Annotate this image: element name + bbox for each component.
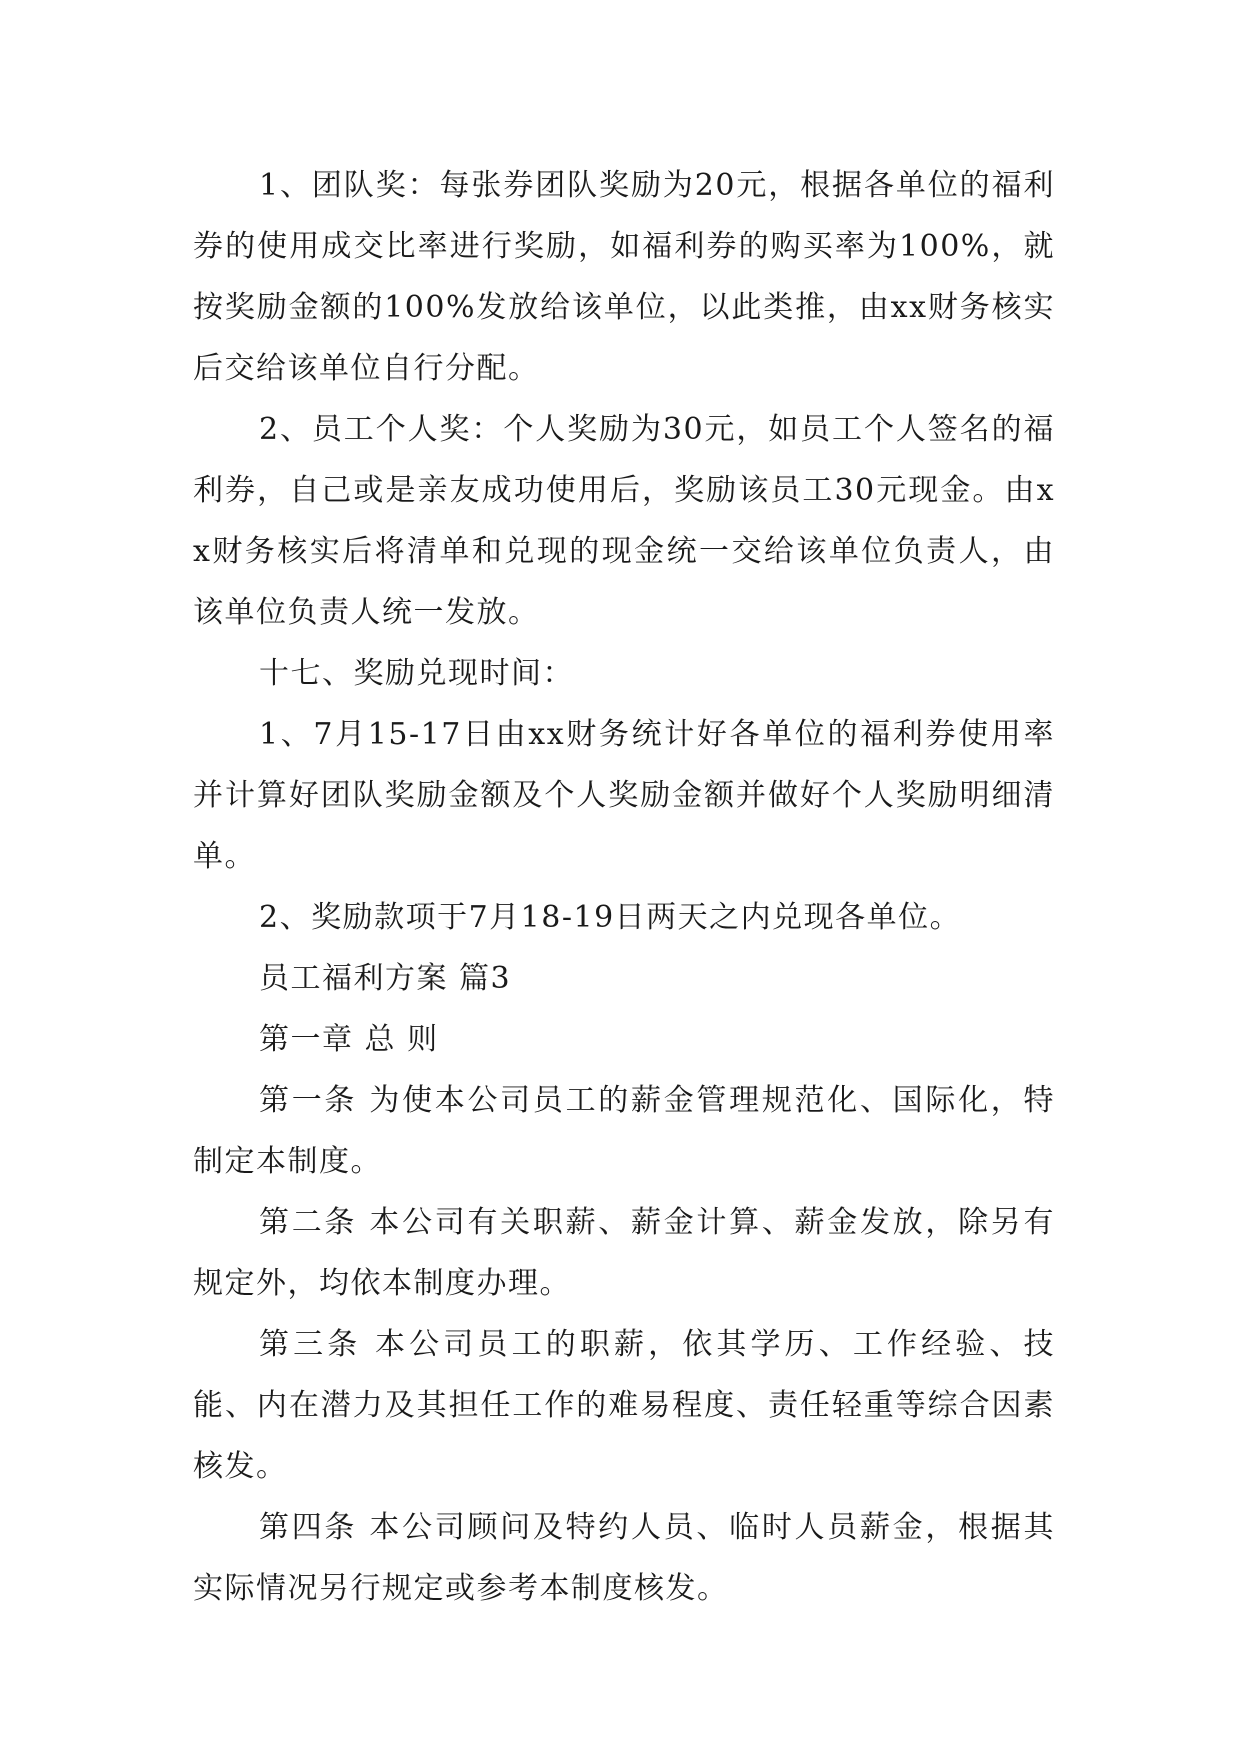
paragraph-team-award: 1、团队奖：每张券团队奖励为20元，根据各单位的福利券的使用成交比率进行奖励，如福利券的购买率为100%，就按奖励金额的100%发放给该单位，以此类推，由xx财务核实后交给该单位自行分配。	[193, 168, 1055, 386]
paragraph-award-time-2: 2、奖励款项于7月18-19日两天之内兑现各单位。	[259, 900, 962, 935]
article-3: 第三条 本公司员工的职薪，依其学历、工作经验、技能、内在潜力及其担任工作的难易程度、责任轻重等综合因素核发。	[193, 1327, 1055, 1484]
document-body	[193, 155, 1055, 1619]
paragraph-award-time-1: 1、7月15-17日由xx财务统计好各单位的福利券使用率并计算好团队奖励金额及个人奖励金额并做好个人奖励明细清单。	[193, 717, 1055, 874]
section-heading-award-time: 十七、奖励兑现时间：	[259, 656, 574, 691]
section-title-plan-3: 员工福利方案 篇3	[259, 961, 512, 996]
article-2: 第二条 本公司有关职薪、薪金计算、薪金发放，除另有规定外，均依本制度办理。	[193, 1205, 1055, 1301]
article-4: 第四条 本公司顾问及特约人员、临时人员薪金，根据其实际情况另行规定或参考本制度核发。	[193, 1510, 1055, 1606]
article-1: 第一条 为使本公司员工的薪金管理规范化、国际化，特制定本制度。	[193, 1083, 1055, 1179]
chapter-heading-general: 第一章 总 则	[259, 1022, 439, 1057]
paragraph-personal-award: 2、员工个人奖：个人奖励为30元，如员工个人签名的福利券，自己或是亲友成功使用后，奖励该员工30元现金。由xx财务核实后将清单和兑现的现金统一交给该单位负责人，由该单位负责人统一发放。	[193, 412, 1055, 630]
